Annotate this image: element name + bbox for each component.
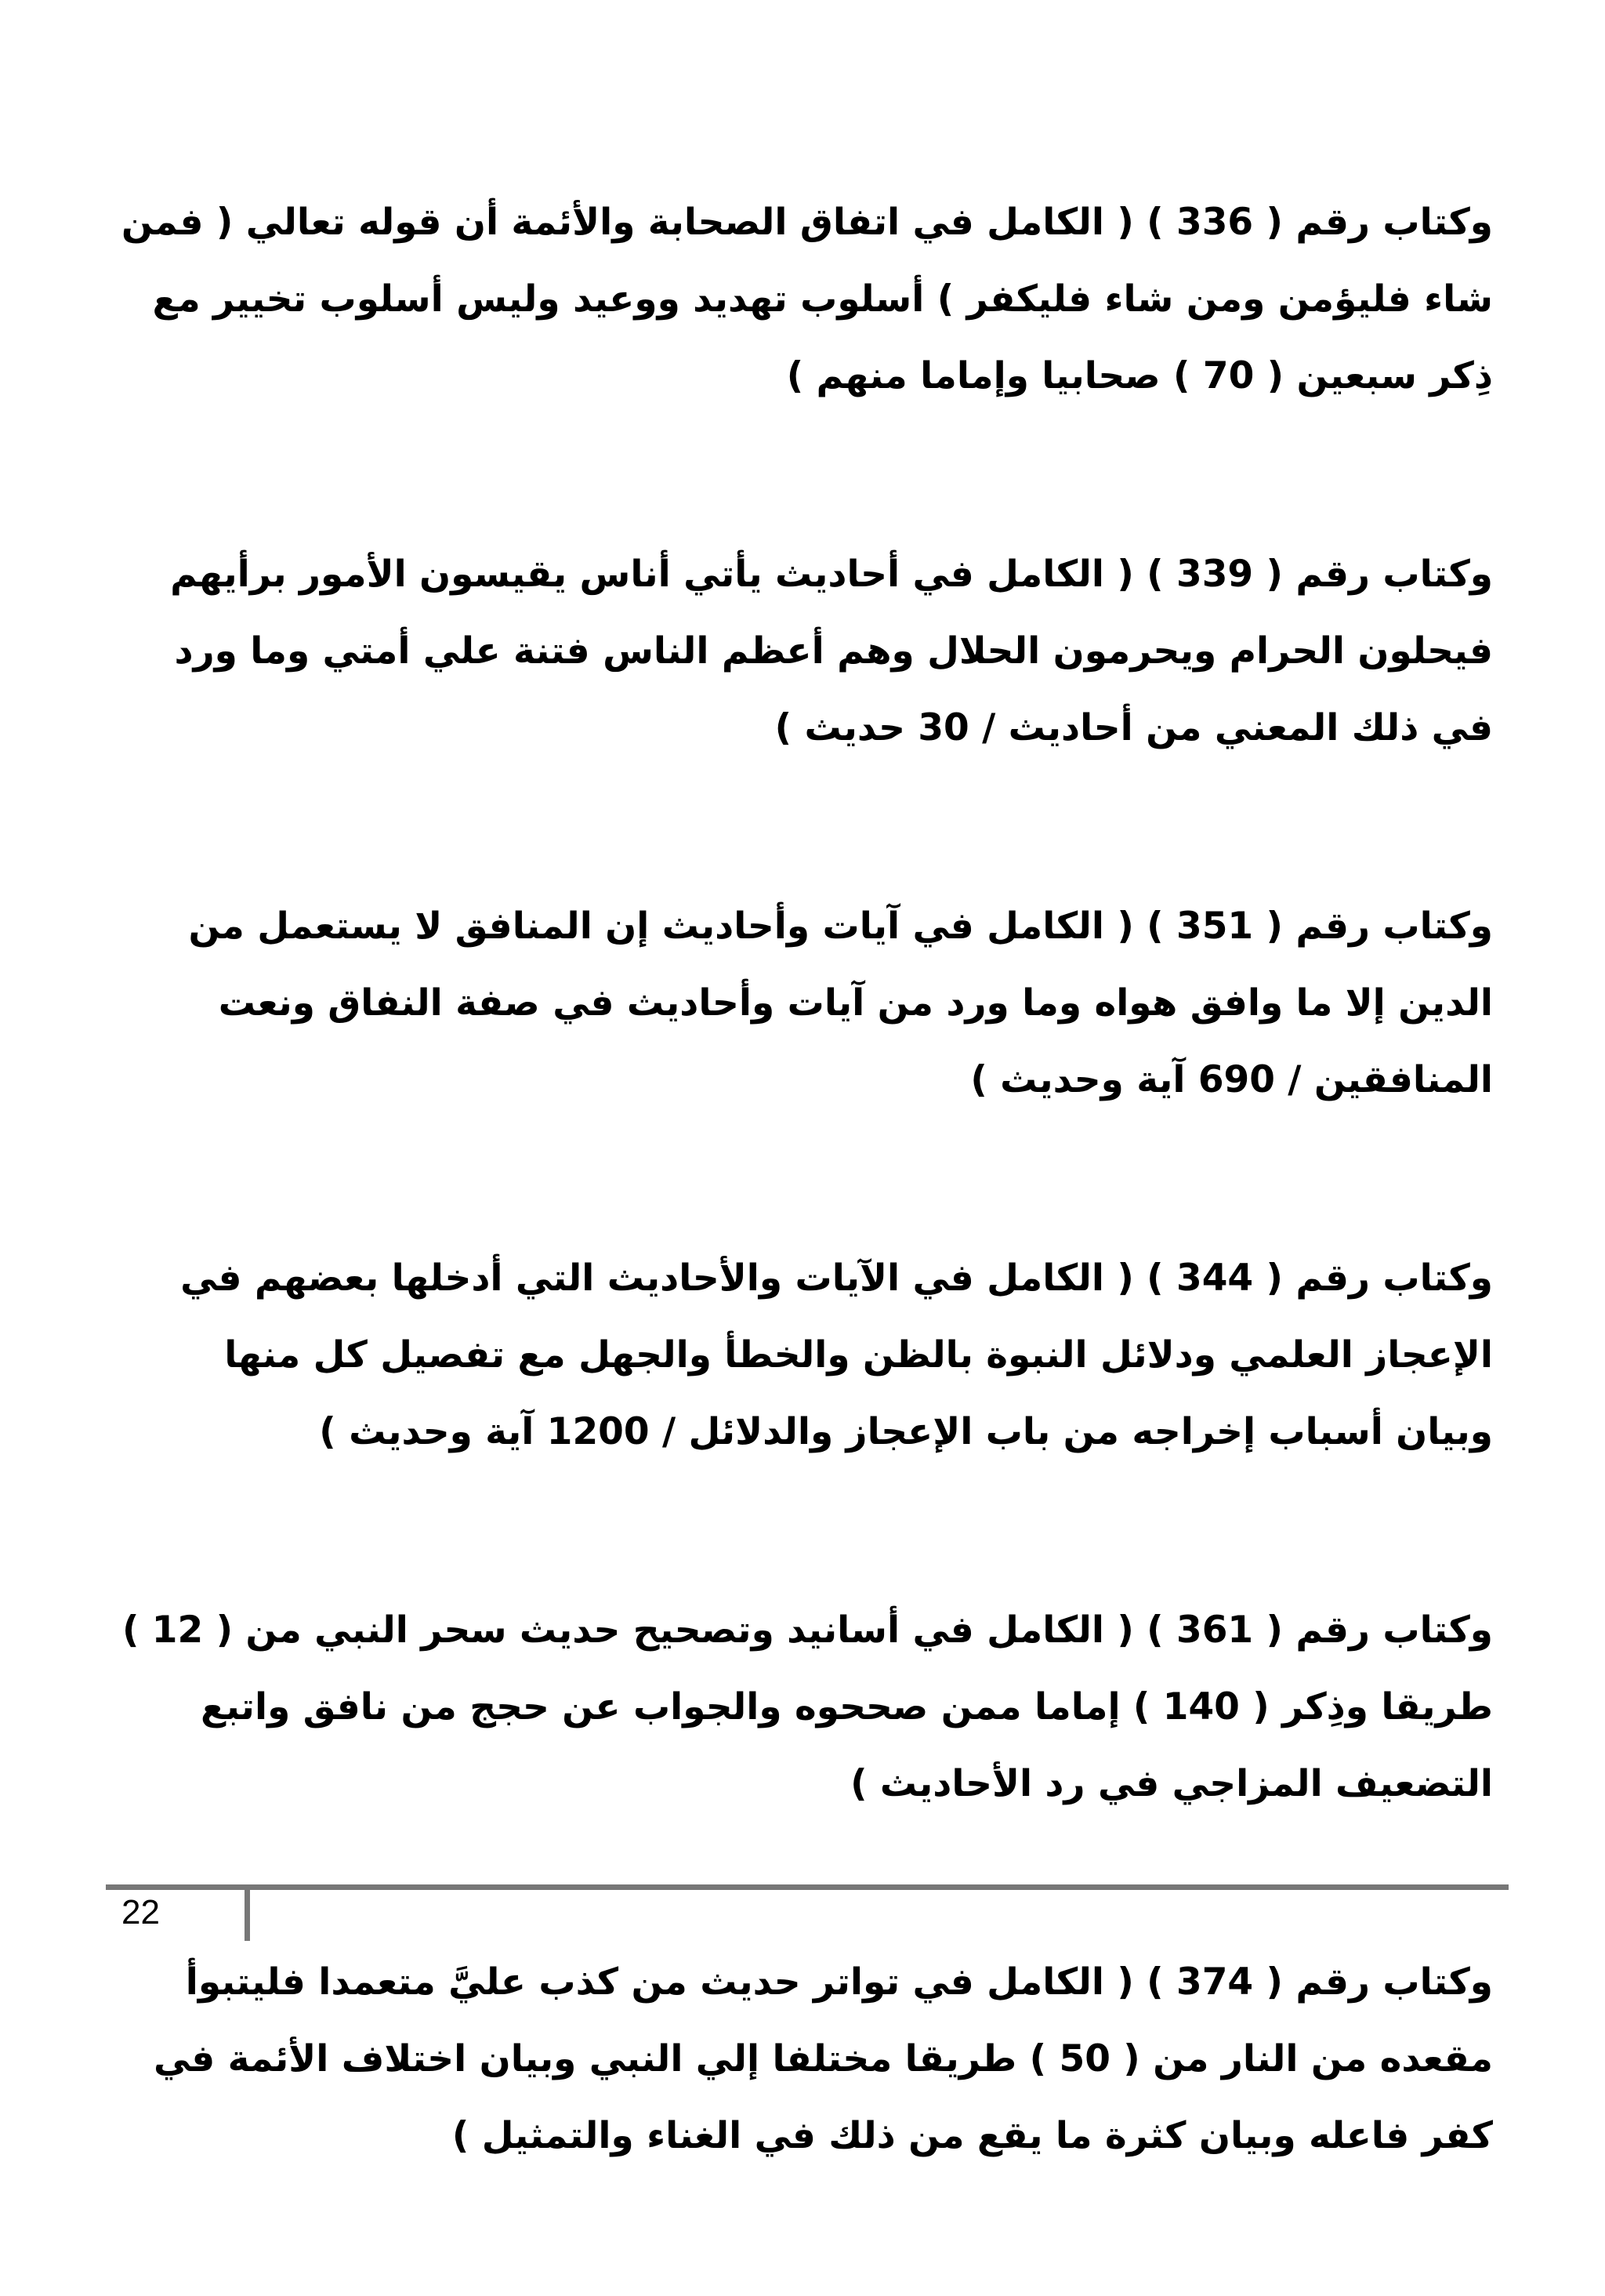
document-body	[118, 184, 1493, 2296]
book-entry-344: وكتاب رقم ( 344 ) ( الكامل في الآيات والأحاديث التي أدخلها بعضهم في الإعجاز العلمي ودلائل النبوة بالظن والخطأ والجهل مع تفصيل كل منها وبيان أسباب إخراجه من باب الإعجاز والدلائل / 1200 آية وحديث )	[180, 1257, 1493, 1453]
footer-rule	[106, 1884, 1509, 1890]
book-entry-336: وكتاب رقم ( 336 ) ( الكامل في اتفاق الصحابة والأئمة أن قوله تعالي ( فمن شاء فليؤمن ومن شاء فليكفر ) أسلوب تهديد ووعيد وليس أسلوب تخيير مع ذِكر سبعين ( 70 ) صحابيا وإماما منهم )	[121, 201, 1493, 397]
book-entry-374: وكتاب رقم ( 374 ) ( الكامل في تواتر حديث من كذب عليَّ متعمدا فليتبوأ مقعده من النار من ( 50 ) طريقا مختلفا إلي النبي وبيان اختلاف الأئمة في كفر فاعله وبيان كثرة ما يقع من ذلك في الغناء والتمثيل )	[153, 1960, 1493, 2157]
book-entry-361: وكتاب رقم ( 361 ) ( الكامل في أسانيد وتصحيح حديث سحر النبي من ( 12 ) طريقا وذِكر ( 140 ) إماما ممن صححوه والجواب عن حجج من نافق واتبع التضعيف المزاجي في رد الأحاديث )	[121, 1609, 1493, 1805]
book-entry-339: وكتاب رقم ( 339 ) ( الكامل في أحاديث يأتي أناس يقيسون الأمور برأيهم فيحلون الحرام ويحرمون الحلال وهم أعظم الناس فتنة علي أمتي وما ورد في ذلك المعني من أحاديث / 30 حديث )	[170, 553, 1493, 749]
page-number: 22	[121, 1893, 160, 1931]
book-entry-351: وكتاب رقم ( 351 ) ( الكامل في آيات وأحاديث إن المنافق لا يستعمل من الدين إلا ما وافق هواه وما ورد من آيات وأحاديث في صفة النفاق ونعت المنافقين / 690 آية وحديث )	[188, 905, 1493, 1101]
footer-divider	[245, 1884, 250, 1941]
